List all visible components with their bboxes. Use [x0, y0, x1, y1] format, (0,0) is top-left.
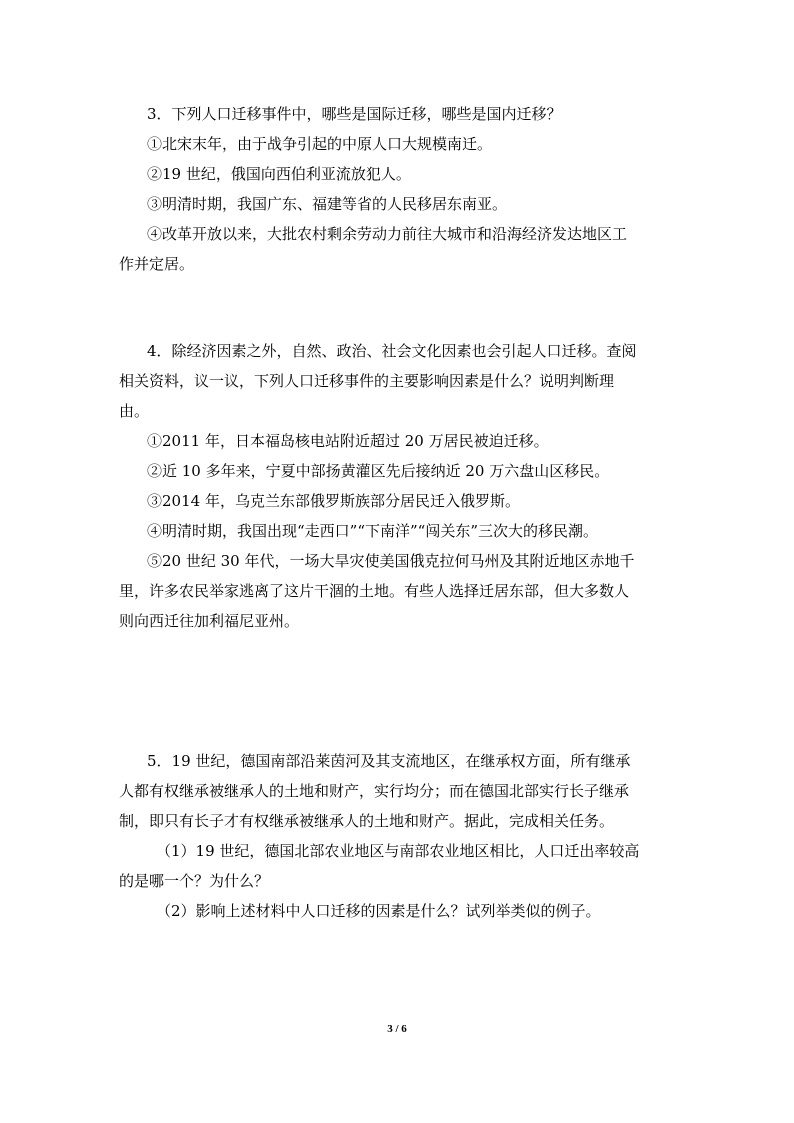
- question-4-item-1: ①2011 年，日本福岛核电站附近超过 20 万居民被迫迁移。: [147, 432, 549, 450]
- question-4-item-4: ④明清时期，我国出现“走西口”“下南洋”“闯关东”三次大的移民潮。: [147, 522, 599, 540]
- question-5-intro-1: 5．19 世纪，德国南部沿莱茵河及其支流地区，在继承权方面，所有继承: [147, 752, 631, 770]
- question-4-intro-1: 4．除经济因素之外，自然、政治、社会文化因素也会引起人口迁移。查阅: [147, 342, 637, 360]
- question-4-item-3: ③2014 年，乌克兰东部俄罗斯族部分居民迁入俄罗斯。: [147, 492, 520, 510]
- question-4-item-5-cont-2: 则向西迁往加利福尼亚州。: [119, 612, 300, 630]
- question-5-intro-2: 人都有权继承被继承人的土地和财产，实行均分；而在德国北部实行长子继承: [119, 782, 630, 800]
- question-5-intro-3: 制，即只有长子才有权继承被继承人的土地和财产。据此，完成相关任务。: [119, 812, 615, 830]
- question-3-title: 3．下列人口迁移事件中，哪些是国际迁移，哪些是国内迁移？: [147, 105, 562, 123]
- question-5-sub-2: （2）影响上述材料中人口迁移的因素是什么？试列举类似的例子。: [156, 902, 601, 920]
- question-3-item-4-cont: 作并定居。: [119, 255, 195, 273]
- question-3-item-3: ③明清时期，我国广东、福建等省的人民移居东南亚。: [147, 195, 508, 213]
- question-3-item-4: ④改革开放以来，大批农村剩余劳动力前往大城市和沿海经济发达地区工: [147, 225, 628, 243]
- question-4-item-2: ②近 10 多年来，宁夏中部扬黄灌区先后接纳近 20 万六盘山区移民。: [147, 462, 610, 480]
- page-number: 3 / 6: [387, 1023, 407, 1035]
- question-3-item-1: ①北宋末年，由于战争引起的中原人口大规模南迁。: [147, 135, 493, 153]
- question-3-item-2: ②19 世纪，俄国向西伯利亚流放犯人。: [147, 165, 411, 183]
- question-4-intro-2: 相关资料，议一议，下列人口迁移事件的主要影响因素是什么？说明判断理: [119, 372, 615, 390]
- question-4-item-5-cont-1: 里，许多农民举家逃离了这片干涸的土地。有些人选择迁居东部，但大多数人: [119, 582, 630, 600]
- question-5-sub-1: （1）19 世纪，德国北部农业地区与南部农业地区相比，人口迁出率较高: [156, 842, 640, 860]
- question-4-intro-3: 由。: [119, 402, 150, 420]
- question-4-item-5: ⑤20 世纪 30 年代，一场大旱灾使美国俄克拉何马州及其附近地区赤地千: [147, 552, 635, 570]
- question-5-sub-1-cont: 的是哪一个？为什么？: [119, 872, 270, 890]
